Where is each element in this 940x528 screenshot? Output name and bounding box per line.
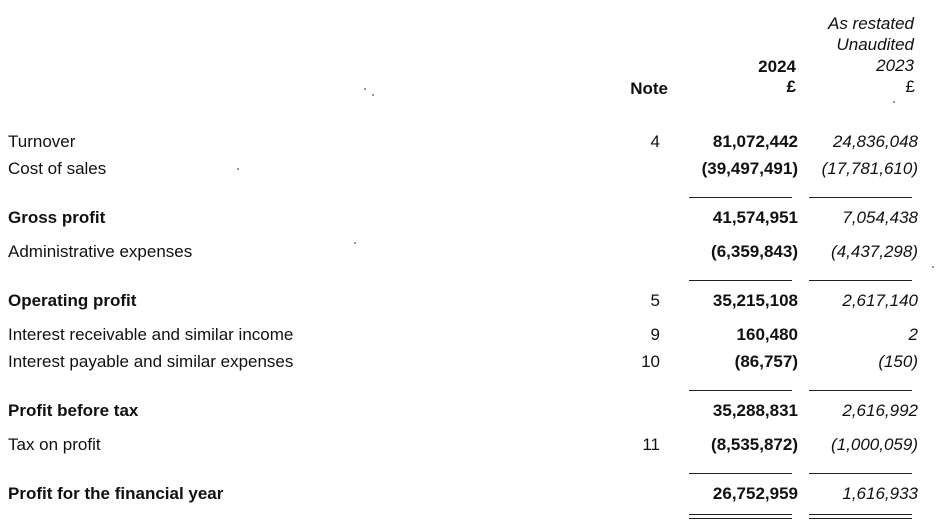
table-row-interest-payable <box>0 351 940 373</box>
total-double-rule-2024-bottom <box>689 518 792 519</box>
row-value-2023: 24,836,048 <box>832 132 918 151</box>
table-row-gross-profit <box>0 207 940 229</box>
row-label: Operating profit <box>8 291 137 310</box>
row-value-2023: 2 <box>908 325 918 344</box>
row-value-2024: 35,215,108 <box>712 291 798 310</box>
table-row-turnover <box>0 131 940 153</box>
row-label: Gross profit <box>8 208 106 227</box>
row-value-2024: 41,574,951 <box>712 208 798 227</box>
row-note: 4 <box>650 132 660 151</box>
table-row-profit-before-tax <box>0 400 940 422</box>
subtotal-rule-2024 <box>689 197 792 198</box>
row-value-2023: 7,054,438 <box>842 208 918 227</box>
row-value-2023: (1,000,059) <box>831 435 918 454</box>
row-note: 5 <box>650 291 660 310</box>
scan-speck <box>364 88 366 90</box>
header-currency-2023: £ <box>905 77 915 96</box>
row-value-2024: (8,535,872) <box>711 435 798 454</box>
subtotal-rule-2023 <box>809 280 912 281</box>
header-currency-2024: £ <box>786 77 796 96</box>
row-value-2024: 35,288,831 <box>712 401 798 420</box>
table-row-tax-on-profit <box>0 434 940 456</box>
table-row-cost-of-sales <box>0 158 940 180</box>
subtotal-rule-2023 <box>809 390 912 391</box>
row-note: 11 <box>642 435 660 454</box>
row-value-2024: (6,359,843) <box>711 242 798 261</box>
subtotal-rule-2023 <box>809 197 912 198</box>
row-label: Profit before tax <box>8 401 139 420</box>
row-note: 9 <box>650 325 660 344</box>
header-unaudited: Unaudited <box>836 35 914 54</box>
total-double-rule-2023-bottom <box>809 518 912 519</box>
table-row-interest-receivable <box>0 324 940 346</box>
row-value-2024: (86,757) <box>734 352 798 371</box>
row-label: Cost of sales <box>8 159 107 178</box>
row-value-2023: 2,617,140 <box>842 291 918 310</box>
row-value-2024: 160,480 <box>736 325 798 344</box>
header-as-restated: As restated <box>828 14 914 33</box>
scan-speck <box>893 101 895 103</box>
row-value-2023: (4,437,298) <box>831 242 918 261</box>
row-label: Interest payable and similar expenses <box>8 352 294 371</box>
scan-speck <box>932 266 934 268</box>
row-label: Administrative expenses <box>8 242 193 261</box>
subtotal-rule-2024 <box>689 390 792 391</box>
total-double-rule-2024-top <box>689 514 792 515</box>
row-label: Tax on profit <box>8 435 101 454</box>
row-label: Turnover <box>8 132 76 151</box>
row-label: Interest receivable and similar income <box>8 325 294 344</box>
row-value-2023: (150) <box>878 352 918 371</box>
subtotal-rule-2024 <box>689 473 792 474</box>
table-row-administrative-expenses <box>0 241 940 263</box>
row-value-2024: 26,752,959 <box>712 484 798 503</box>
header-note: Note <box>630 79 668 98</box>
row-value-2023: 2,616,992 <box>842 401 918 420</box>
subtotal-rule-2024 <box>689 280 792 281</box>
row-label: Profit for the financial year <box>8 484 224 503</box>
row-value-2024: (39,497,491) <box>701 159 798 178</box>
subtotal-rule-2023 <box>809 473 912 474</box>
table-row-operating-profit <box>0 290 940 312</box>
scan-speck <box>372 94 374 96</box>
header-year-2023: 2023 <box>876 56 914 75</box>
header-year-2024: 2024 <box>758 57 796 76</box>
scan-speck <box>237 168 239 170</box>
total-double-rule-2023-top <box>809 514 912 515</box>
row-value-2023: (17,781,610) <box>821 159 918 178</box>
row-value-2024: 81,072,442 <box>712 132 798 151</box>
row-value-2023: 1,616,933 <box>842 484 918 503</box>
row-note: 10 <box>641 352 660 371</box>
table-row-profit-for-year <box>0 483 940 505</box>
scan-speck <box>354 242 356 244</box>
